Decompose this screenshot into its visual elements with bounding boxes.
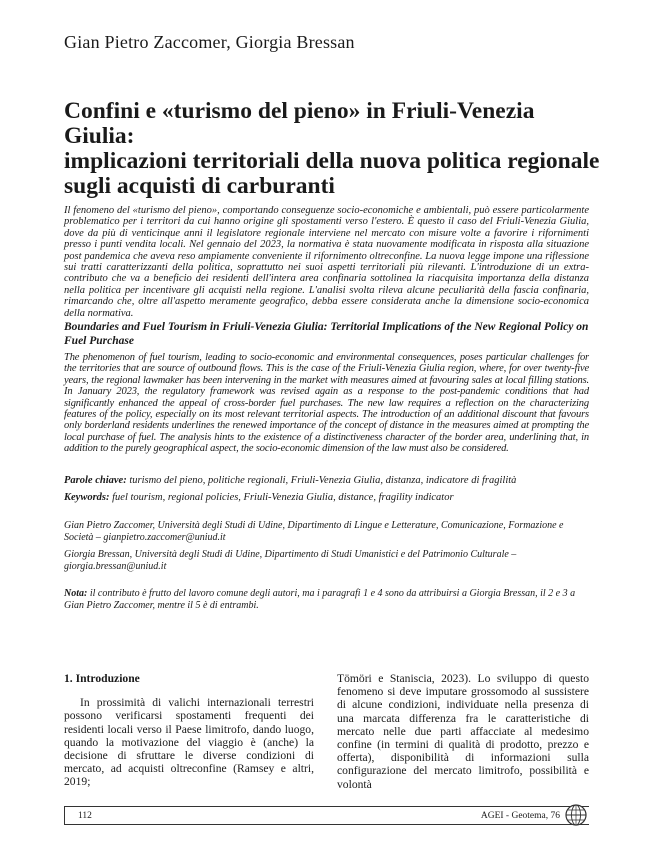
section-heading: 1. Introduzione <box>64 672 140 685</box>
keywords-english <box>64 491 589 504</box>
body-paragraph: Tömöri e Staniscia, 2023). Lo sviluppo di questo fenomeno si deve imputare grossomodo al sussistere di alcune condizioni, individuate nella presenza di una marcata differenza fra le caratteristiche di mercato nelle due parti affacciate al medesimo confine (in termini di qualità di prodotto, prezzo e offerta), disponibilità di informazioni sulla configurazione del mercato limitrofo, possibilità e volontà <box>337 672 589 791</box>
keywords-en-label: Keywords: <box>64 492 110 503</box>
title-line: Confini e «turismo del pieno» in Friuli-Venezia Giulia: <box>64 98 535 149</box>
abstract-english: The phenomenon of fuel tourism, leading to socio-economic and environmental consequences, poses particular challenges for the territories that are source of outbound flows. This is the case of the Friuli-Venezia Giulia region, where, for over twenty-five years, the regional lawmaker has been intervening in the market with measures aimed at favouring sales at local filling stations. In January 2023, the regulatory framework was revised again as a response to the post-pandemic conditions that had significantly enhanced the appeal of cross-border fuel purchases. The new law requires a reflection on the characterizing features of the policy, especially on its most relevant territorial aspects. The introduction of an additional discount that favours only borderland residents underlines the renewed importance of the concept of distance in the measures aimed at prompting the local purchase of fuel. The analysis hints to the existence of a distinctiveness character of the border area, underlining that, in addition to the purely geographical aspect, the socio-economic dimension of the law must also be considered. <box>64 352 589 455</box>
running-header-authors: Gian Pietro Zaccomer, Giorgia Bressan <box>64 32 355 52</box>
affiliation-bressan: Giorgia Bressan, Università degli Studi di Udine, Dipartimento di Studi Umanistici e del Patrimonio Culturale – giorgia.bressan@uniud.it <box>64 549 517 572</box>
keywords-it-text: turismo del pieno, politiche regionali, Friuli-Venezia Giulia, distanza, indicatore di fragilità <box>126 475 517 486</box>
footer-bottom-rule <box>64 824 589 825</box>
body-paragraph: In prossimità di valichi internazionali terrestri possono verificarsi spostamenti frequenti dei residenti locali verso il Paese limitrofo, dando luogo, quando la motivazione del viaggio è (anche) la decisione di sfruttare le diverse condizioni di mercato, ad acquisti oltreconfine (Ramsey e altri, 2019; <box>64 696 314 789</box>
agei-globe-logo-icon <box>565 804 587 826</box>
footer-top-rule <box>64 806 589 807</box>
affiliation-zaccomer: Gian Pietro Zaccomer, Università degli Studi di Udine, Dipartimento di Lingue e Letterature, Comunicazione, Formazione e Società – gianpietro.zaccomer@uniud.it <box>64 520 564 543</box>
authorship-note <box>64 588 589 612</box>
english-title: Boundaries and Fuel Tourism in Friuli-Venezia Giulia: Territorial Implications of the New Regional Policy on Fuel Purchase <box>64 321 589 347</box>
footer-left-rule <box>64 806 65 824</box>
body-column-left <box>64 672 314 789</box>
keywords-it-label: Parole chiave: <box>64 475 127 486</box>
title-line: sugli acquisti di carburanti <box>64 173 335 199</box>
abstract-italian: Il fenomeno del «turismo del pieno», comportando conseguenze socio-economiche e ambientali, può essere particolarmente problematico per i territori da cui hanno origine gli spostamenti verso l'estero. È questo il caso del Friuli-Venezia Giulia, dove da più di venticinque anni il legislatore regionale interviene nel mercato con misure volte a favorire i rifornimenti presso i punti vendita locali. Nel gennaio del 2023, la normativa è stata nuovamente modificata in risposta alla situazione post pandemica che aveva reso ampiamente conveniente il rifornimento oltreconfine. La nuova legge impone una riflessione sui tratti caratterizzanti della politica, soprattutto nei suoi aspetti territoriali più rilevanti. L'introduzione di un extra-contributo che va a beneficio dei residenti dell'intera area confinaria sottolinea la riacquisita importanza della distanza nella politica per incentivare gli acquisti nella regione. L'analisi svolta rileva alcune peculiarità della fascia confinaria, rimarcando che, oltre all'aspetto meramente geografico, debba essere considerata anche la dimensione socio-economica della normativa. <box>64 205 589 319</box>
body-column-right <box>337 672 589 791</box>
keywords-en-text: fuel tourism, regional policies, Friuli-Venezia Giulia, distance, fragility indicator <box>109 492 454 503</box>
journal-name: AGEI - Geotema, 76 <box>480 811 560 821</box>
title-line: implicazioni territoriali della nuova politica regionale <box>64 148 600 174</box>
note-label: Nota: <box>64 588 88 599</box>
page-number: 112 <box>78 811 92 821</box>
article-title <box>64 99 604 199</box>
note-text: il contributo è frutto del lavoro comune degli autori, ma i paragrafi 1 e 4 sono da attribuirsi a Giorgia Bressan, il 2 e 3 a Gian Pietro Zaccomer, mentre il 5 è di entrambi. <box>64 588 576 611</box>
keywords-italian <box>64 474 589 487</box>
